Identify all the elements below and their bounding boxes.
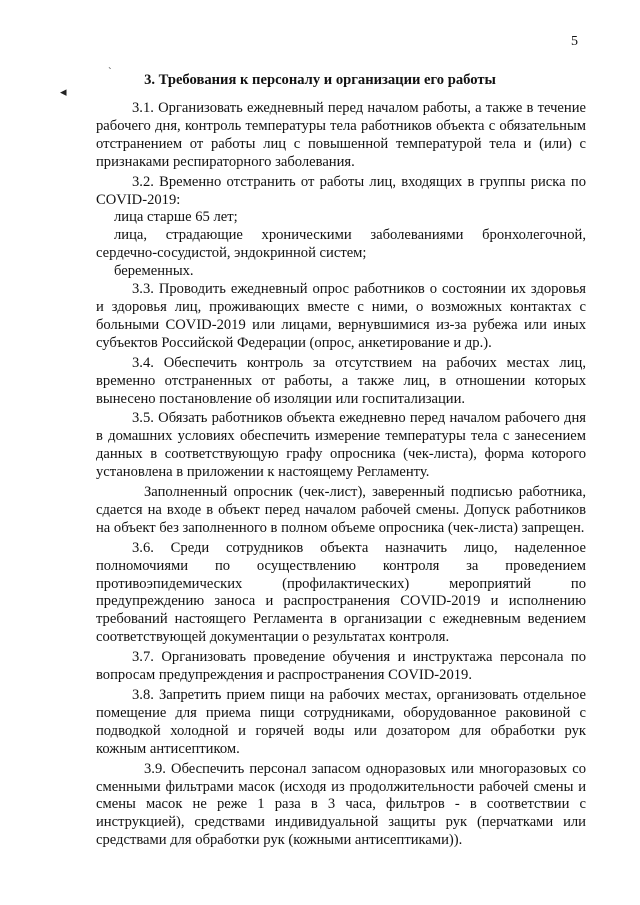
paragraph-3-3: 3.3. Проводить ежедневный опрос работников о состоянии их здоровья и здоровья лиц, проживающих вместе с ними, о возможных контактах с больными COVID-2019 или лицами, вернувшимися из-за рубежа или иных субъектов Российской Федерации (опрос, анкетирование и др.).	[96, 281, 586, 351]
paragraph-3-8: 3.8. Запретить прием пищи на рабочих местах, организовать отдельное помещение для приема пищи сотрудниками, оборудованное раковиной с подводкой холодной и горячей воды или дозатором для обработки рук кожным антисептиком.	[96, 687, 586, 757]
paragraph-3-1: 3.1. Организовать ежедневный перед началом работы, а также в течение рабочего дня, контроль температуры тела работников объекта с обязательным отстранением от работы лиц с повышенной температурой тела и (или) с признаками респираторного заболевания.	[96, 100, 586, 170]
section-body	[96, 100, 586, 850]
section-title: 3. Требования к персоналу и организации его работы	[144, 72, 496, 88]
list-item-pregnant: беременных.	[114, 263, 194, 280]
paragraph-3-5: 3.5. Обязать работников объекта ежедневно перед началом рабочего дня в домашних условиях обеспечить измерение температуры тела с занесением данных в соответствующую графу опросника (чек-листа), форма которого установлена в приложении к настоящему Регламенту.	[96, 410, 586, 481]
paragraph-3-4: 3.4. Обеспечить контроль за отсутствием на рабочих местах лиц, временно отстраненных от работы, а также лиц, в отношении которых вынесено постановление об изоляции или госпитализации.	[96, 354, 586, 407]
scan-mark-icon: ˋ	[108, 66, 112, 78]
scan-mark-icon: ◂	[60, 84, 67, 99]
paragraph-3-2: 3.2. Временно отстранить от работы лиц, входящих в группы риска по COVID-2019:	[96, 173, 586, 208]
list-item-chronic: лица, страдающие хроническими заболеваниями бронхолегочной, сердечно-сосудистой, эндокринной систем;	[96, 227, 586, 262]
page-number: 5	[571, 34, 578, 49]
paragraph-3-6: 3.6. Среди сотрудников объекта назначить лицо, наделенное полномочиями по осуществлению контроля за проведением противоэпидемических (профилактических) мероприятий по предупреждению заноса и распространения COVID-2019 и исполнению требований настоящего Регламента в организации с ежедневным ведением соответствующей документации о результатах контроля.	[96, 539, 586, 646]
paragraph-checklist: Заполненный опросник (чек-лист), заверенный подписью работника, сдается на входе в объект перед началом рабочей смены. Допуск работников на объект без заполненного в полном объеме опросника (чек-листа) запрещен.	[96, 484, 586, 536]
paragraph-3-9: 3.9. Обеспечить персонал запасом одноразовых или многоразовых со сменными фильтрами масок (исходя из продолжительности рабочей смены и смены масок не реже 1 раза в 3 часа, фильтров - в соответствии с инструкцией), средствами индивидуальной защиты рук (перчатками или средствами для обработки рук (кожными антисептиками)).	[96, 760, 586, 849]
paragraph-3-7: 3.7. Организовать проведение обучения и инструктажа персонала по вопросам предупреждения и распространения COVID-2019.	[96, 649, 586, 684]
list-item-age: лица старше 65 лет;	[114, 209, 238, 226]
